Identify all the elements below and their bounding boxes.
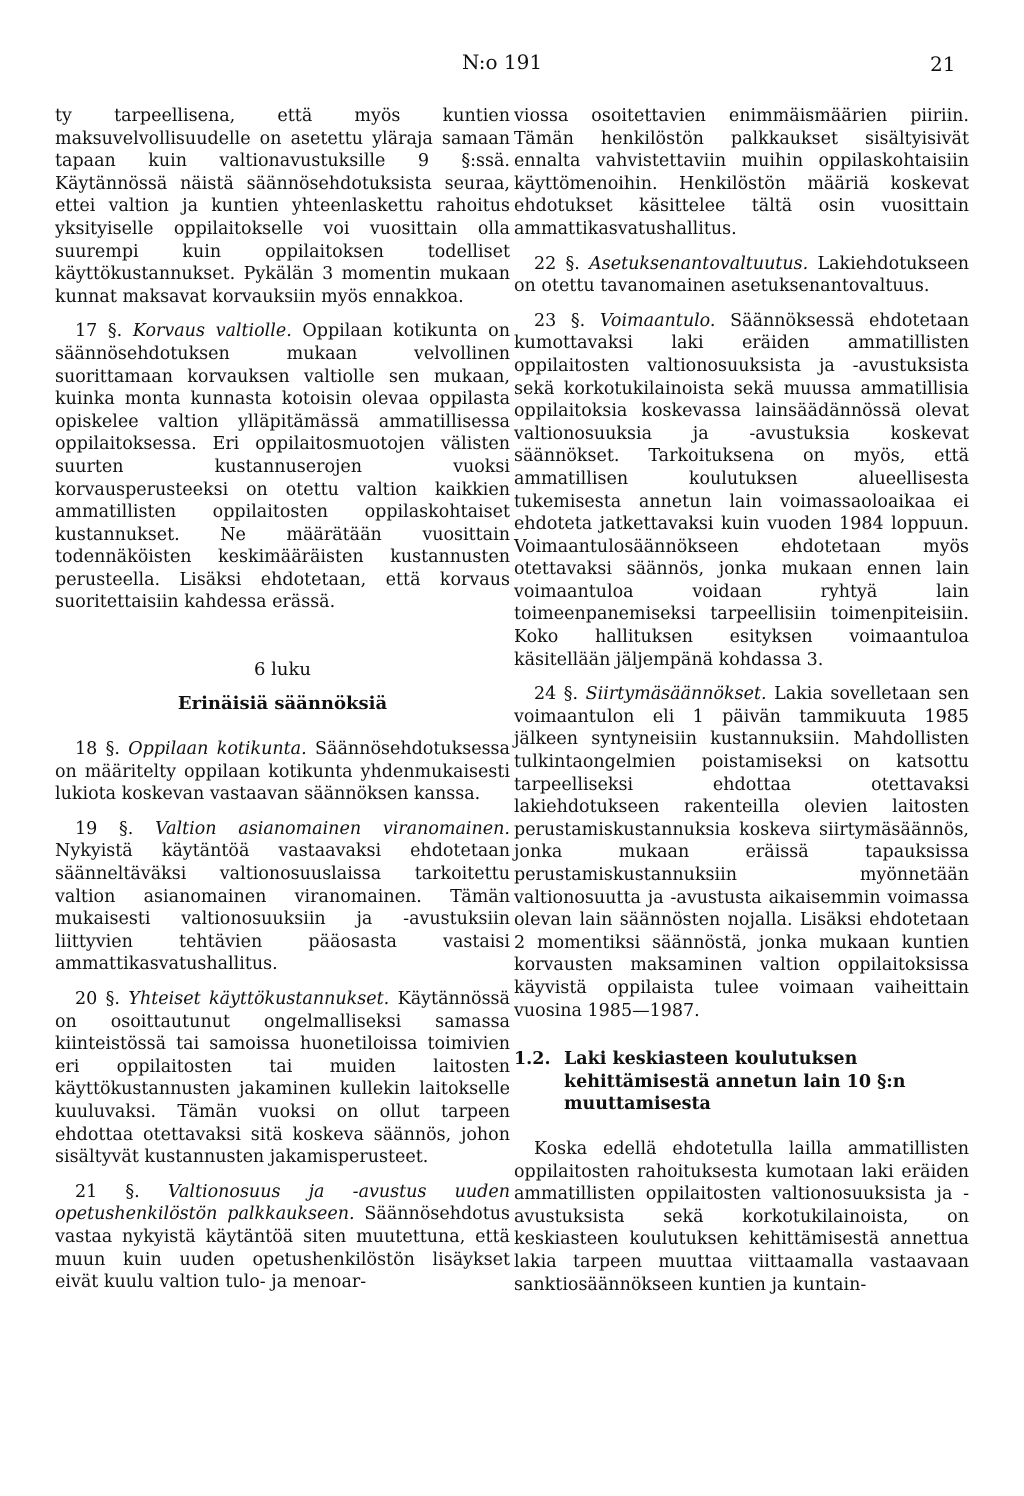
section-21-text: Säännösehdotus vastaa nykyistä käytäntöä siten muutettuna, että muun kuin uuden opetushenkilöstön lisäykset eivät kuulu valtion tulo- ja menoar- bbox=[55, 1204, 510, 1293]
section-21-title: Valtionosuus ja -avustus uuden opetushenkilöstön palkkaukseen. bbox=[55, 1181, 510, 1225]
section-heading-number: 1.2. bbox=[514, 1049, 551, 1070]
section-21 bbox=[55, 1181, 510, 1294]
section-19 bbox=[55, 818, 510, 976]
section-22-title: Asetuksenantovaltuutus. bbox=[589, 253, 809, 274]
page-number: 21 bbox=[930, 52, 956, 76]
section-20-title: Yhteiset käyttökustannukset. bbox=[128, 989, 390, 1009]
section-17-number: 17 §. bbox=[75, 321, 123, 342]
section-19-number: 19 §. bbox=[75, 818, 134, 839]
section-24 bbox=[514, 683, 969, 1022]
section-24-title: Siirtymäsäännökset. bbox=[585, 684, 767, 705]
section-23-number: 23 §. bbox=[534, 310, 586, 331]
section-18-title: Oppilaan kotikunta. bbox=[128, 739, 307, 760]
continuation-paragraph: viossa osoitettavien enimmäismäärien piiriin. Tämän henkilöstön palkkaukset sisältyisivät ennalta vahvistettaviin muihin oppilaskohtaisiin käyttömenoihin. Henkilöstön määriä koskevat ehdotukset käsittelee tältä osin vuosittain ammattikasvatushallitus. bbox=[514, 106, 969, 239]
section-18-text: Säännösehdotuksessa on määritelty oppilaan kotikunta yhdenmukaisesti lukiota koskevan vastaavan säännöksen kanssa. bbox=[55, 739, 510, 805]
section-17 bbox=[55, 320, 510, 614]
section-heading-title: Laki keskiasteen koulutuksen kehittämisestä annetun lain 10 §:n muuttamisesta bbox=[564, 1049, 906, 1115]
section-20 bbox=[55, 988, 510, 1169]
right-column bbox=[514, 105, 969, 1308]
section-24-number: 24 §. bbox=[534, 684, 579, 705]
section-22-text: Lakiehdotukseen on otettu tavanomainen asetuksenantovaltuus. bbox=[514, 253, 969, 297]
section-21-number: 21 §. bbox=[75, 1181, 140, 1202]
section-20-number: 20 §. bbox=[75, 989, 120, 1009]
section-heading bbox=[514, 1048, 969, 1116]
continuation-paragraph: ty tarpeellisena, että myös kuntien maksuvelvollisuudelle on asetettu yläraja samaan tapaan kuin valtionavustuksille 9 §:ssä. Käytännössä näistä säännösehdotuksista seuraa, ettei valtion ja kuntien yhteenlaskettu rahoitus yksityiselle oppilaitokselle voi vuosittain olla suurempi kuin oppilaitoksen todelliset käyttökustannukset. Pykälän 3 momentin mukaan kunnat maksavat korvauksiin myös ennakkoa. bbox=[55, 106, 510, 307]
section-18 bbox=[55, 738, 510, 806]
section-23-text: Säännöksessä ehdotetaan kumottavaksi laki eräiden ammatillisten oppilaitosten valtionosuuksista ja -avustuksista sekä korkotukilainoista sekä muussa ammatillisia oppilaitoksia koskevassa lainsäädännössä olevat valtionosuuksia ja -avustuksia koskevat säännökset. Tarkoituksena on myös, että ammatillisen koulutuksen alueellisesta tukemisesta annetun lain voimassaoloaikaa ei ehdoteta jatkettavaksi kuin vuoden 1984 loppuun. Voimaantulosäännökseen ehdotetaan myös otettavaksi säännös, jonka mukaan ennen lain voimaantuloa voidaan ryhtyä lain toimeenpanemiseksi tarpeellisiin toimenpiteisiin. Koko hallituksen esityksen voimaantuloa käsitellään jäljempänä kohdassa 3. bbox=[514, 310, 969, 670]
section-17-text: Oppilaan kotikunta on säännösehdotuksen mukaan velvollinen suorittamaan korvauksen valtiolle sen mukaan, kuinka monta kunnasta kotoisin olevaa oppilasta opiskelee valtion ylläpitämässä ammatillisessa oppilaitoksessa. Eri oppilaitosmuotojen välisten suurten kustannuserojen vuoksi korvausperusteeksi on otettu valtion kaikkien ammatillisten oppilaitosten oppilaskohtaiset kustannukset. Ne määrätään vuosittain todennäköisten keskimääräisten kustannusten perusteella. Lisäksi ehdotetaan, että korvaus suoritettaisiin kahdessa erässä. bbox=[55, 321, 510, 613]
section-20-text: Käytännössä on osoittautunut ongelmalliseksi samassa kiinteistössä tai samoissa huonetiloissa toimivien eri oppilaitosten tai muiden laitosten käyttökustannusten jakaminen kullekin laitokselle kuuluvaksi. Tämän vuoksi on ollut tarpeen ehdottaa otettavaksi sitä koskeva säännös, johon sisältyvät kustannusten jakamisperusteet. bbox=[55, 989, 510, 1168]
left-column bbox=[55, 105, 510, 1306]
section-17-title: Korvaus valtiolle. bbox=[132, 321, 292, 342]
section-23 bbox=[514, 310, 969, 672]
section-19-text: Nykyistä käytäntöä vastaavaksi ehdotetaan säänneltäväksi valtionosuuslaissa tarkoitettu valtion asianomainen viranomainen. Tämän mukaisesti valtionosuuksiin ja -avustuksiin liittyvien tehtävien pääosasta vastaisi ammattikasvatushallitus. bbox=[55, 841, 510, 975]
chapter-title: Erinäisiä säännöksiä bbox=[177, 693, 388, 715]
section-23-title: Voimaantulo. bbox=[599, 310, 716, 331]
section-18-number: 18 §. bbox=[75, 739, 120, 760]
section-1-2-paragraph: Koska edellä ehdotetulla lailla ammatillisten oppilaitosten rahoituksesta kumotaan laki eräiden ammatillisten oppilaitosten valtionosuuksista ja -avustuksista sekä korkotukilainoista, on keskiasteen koulutuksen kehittämisestä annettua lakia tarpeen muuttaa viittaamalla vastaavaan sanktiosäännökseen kuntien ja kuntain- bbox=[514, 1138, 969, 1295]
section-22-number: 22 §. bbox=[534, 253, 580, 274]
section-24-text: Lakia sovelletaan sen voimaantulon eli 1 päivän tammikuuta 1985 jälkeen syntyneisiin kustannuksiin. Mahdollisten tulkintaongelmien poistamiseksi on katsottu tarpeelliseksi ehdottaa otettavaksi lakiehdotukseen rakenteilla olevien laitosten perustamiskustannuksia koskeva siirtymäsäännös, jonka mukaan eräissä tapauksissa perustamiskustannuksiin myönnetään valtionosuutta ja -avustusta aikaisemmin voimassa olevan lain säännösten nojalla. Lisäksi ehdotetaan 2 momentiksi säännöstä, jonka mukaan kuntien korvausten maksaminen valtion oppilaitoksissa käyvistä oppilaista tulee voimaan vaiheittain vuosina 1985—1987. bbox=[514, 684, 969, 1021]
issue-number: N:o 191 bbox=[462, 50, 543, 74]
section-22 bbox=[514, 253, 969, 298]
section-19-title: Valtion asianomainen viranomainen. bbox=[155, 818, 510, 839]
chapter-number: 6 luku bbox=[253, 659, 312, 681]
